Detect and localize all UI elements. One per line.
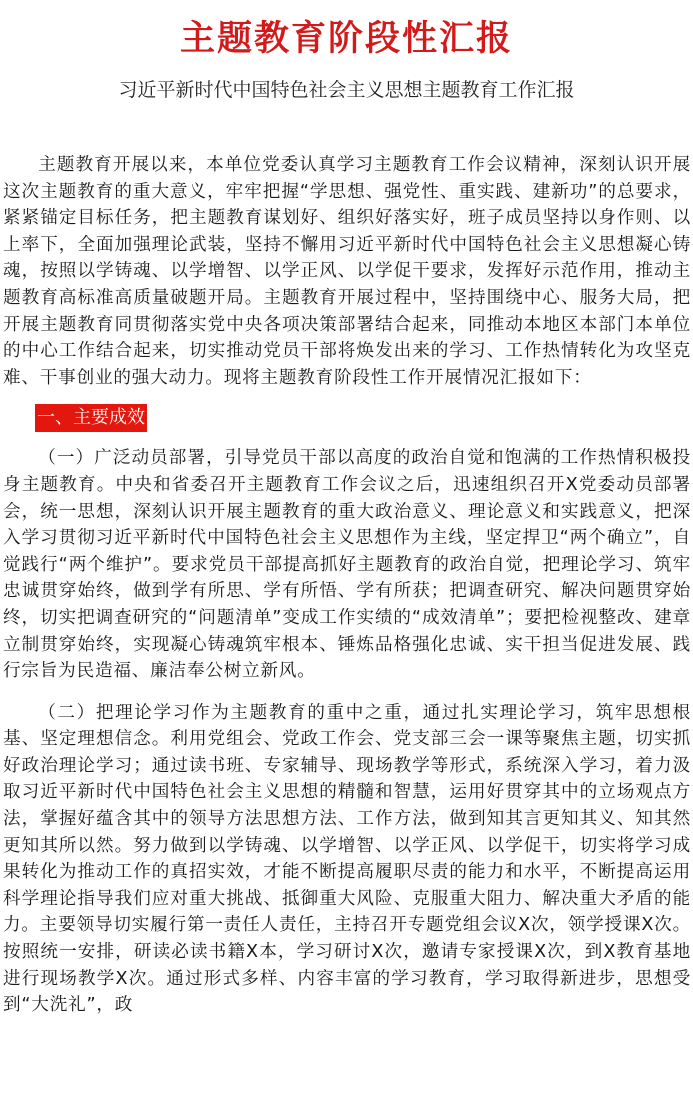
- intro-paragraph: 主题教育开展以来，本单位党委认真学习主题教育工作会议精神，深刻认识开展这次主题教育的重大意义，牢牢把握“学思想、强党性、重实践、建新功”的总要求，紧紧锚定目标任务，把主题教育谋划好、组织好落实好，班子成员坚持以身作则、以上率下，全面加强理论武装，坚持不懈用习近平新时代中国特色社会主义思想凝心铸魂，按照以学铸魂、以学增智、以学正风、以学促干要求，发挥好示范作用，推动主题教育高标准高质量破题开局。主题教育开展过程中，坚持围绕中心、服务大局，把开展主题教育同贯彻落实党中央各项决策部署结合起来，同推动本地区本部门本单位的中心工作结合起来，切实推动党员干部将焕发出来的学习、工作热情转化为攻坚克难、干事创业的强大动力。现将主题教育阶段性工作开展情况汇报如下：: [3, 155, 691, 388]
- document-subtitle: 习近平新时代中国特色社会主义思想主题教育工作汇报: [118, 79, 575, 101]
- paragraph-1: （一）广泛动员部署，引导党员干部以高度的政治自觉和饱满的工作热情积极投身主题教育。中央和省委召开主题教育工作会议之后，迅速组织召开X党委动员部署会，统一思想，深刻认识开展主题教育的重大政治意义、理论意义和实践意义，把深入学习贯彻习近平新时代中国特色社会主义思想作为主线，坚定捍卫“两个确立”，自觉践行“两个维护”。要求党员干部提高抓好主题教育的政治自觉，把理论学习、筑牢忠诚贯穿始终，做到学有所思、学有所悟、学有所获；把调查研究、解决问题贯穿始终，切实把调查研究的“问题清单”变成工作实绩的“成效清单”；要把检视整改、建章立制贯穿始终，实现凝心铸魂筑牢根本、锤炼品格强化忠诚、实干担当促进发展、践行宗旨为民造福、廉洁奉公树立新风。: [3, 448, 691, 682]
- document-title: 主题教育阶段性汇报: [179, 19, 513, 59]
- paragraph-2: （二）把理论学习作为主题教育的重中之重，通过扎实理论学习，筑牢思想根基、坚定理想信念。利用党组会、党政工作会、党支部三会一课等聚焦主题，切实抓好政治理论学习；通过读书班、专家辅导、现场教学等形式，系统深入学习，着力汲取习近平新时代中国特色社会主义思想的精髓和智慧，运用好贯穿其中的立场观点方法，掌握好蕴含其中的领导方法思想方法、工作方法，做到知其言更知其义、知其然更知其所以然。努力做到以学铸魂、以学增智、以学正风、以学促干，切实将学习成果转化为推动工作的真招实效，才能不断提高履职尽责的能力和水平，不断提高运用科学理论指导我们应对重大挑战、抵御重大风险、克服重大阻力、解决重大矛盾的能力。主要领导切实履行第一责任人责任，主持召开专题党组会议X次，领学授课X次。按照统一安排，研读必读书籍X本，学习研讨X次，邀请专家授课X次，到X教育基地进行现场教学X次。通过形式多样、内容丰富的学习教育，学习取得新进步，思想受到“大洗礼”，政: [3, 702, 691, 1016]
- document-body: [3, 152, 691, 1019]
- section-heading-label: 一、主要成效: [35, 404, 147, 432]
- section-heading: [35, 404, 691, 432]
